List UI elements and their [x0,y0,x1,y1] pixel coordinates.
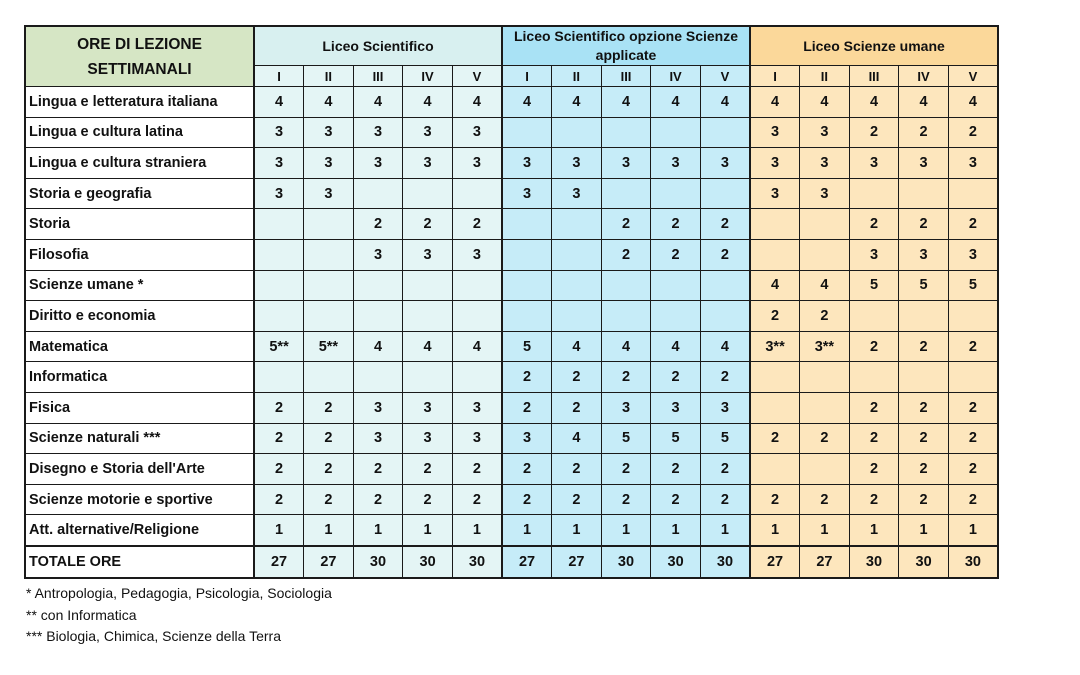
year-header-cell: I [254,66,304,87]
hours-cell: 3 [353,392,403,423]
hours-cell: 4 [353,87,403,118]
subject-cell: Storia e geografia [25,178,254,209]
hours-cell: 2 [750,484,800,515]
hours-cell: 3 [948,239,998,270]
subject-cell: Disegno e Storia dell'Arte [25,454,254,485]
hours-cell: 4 [800,270,850,301]
subject-cell: Scienze umane * [25,270,254,301]
table-row [25,331,998,362]
hours-cell: 2 [948,209,998,240]
hours-cell [353,362,403,393]
group-title-scienze-umane: Liceo Scienze umane [750,26,998,66]
hours-cell: 1 [948,515,998,546]
hours-cell [552,239,602,270]
subject-cell: Fisica [25,392,254,423]
total-hours-cell: 30 [651,546,701,578]
hours-cell: 4 [502,87,552,118]
hours-cell: 2 [403,209,453,240]
table-row [25,484,998,515]
total-hours-cell: 27 [800,546,850,578]
table-row [25,301,998,332]
hours-cell: 2 [849,209,899,240]
hours-cell [601,270,651,301]
hours-cell: 2 [304,454,354,485]
hours-cell: 5 [899,270,949,301]
hours-cell: 3 [552,178,602,209]
subject-cell: Lingua e cultura straniera [25,148,254,179]
hours-cell [552,209,602,240]
hours-cell: 3 [700,392,750,423]
total-hours-cell: 30 [403,546,453,578]
hours-cell: 4 [403,331,453,362]
hours-cell: 2 [353,454,403,485]
hours-cell: 2 [502,484,552,515]
hours-cell [304,270,354,301]
hours-cell: 3 [552,148,602,179]
hours-cell: 1 [800,515,850,546]
hours-cell [403,362,453,393]
hours-cell: 5** [254,331,304,362]
hours-cell: 2 [800,301,850,332]
group-header-row [25,26,998,66]
hours-cell [403,178,453,209]
hours-cell: 2 [899,117,949,148]
hours-cell: 3 [502,178,552,209]
table-corner-title: ORE DI LEZIONE SETTIMANALI [25,26,254,87]
hours-cell: 3 [304,178,354,209]
hours-cell: 4 [353,331,403,362]
total-hours-cell: 30 [452,546,502,578]
hours-cell: 3 [452,117,502,148]
hours-cell [304,301,354,332]
hours-cell: 2 [849,392,899,423]
hours-cell [750,392,800,423]
hours-cell: 2 [948,423,998,454]
footnotes [26,583,332,648]
hours-cell [849,362,899,393]
total-hours-cell: 27 [254,546,304,578]
hours-cell [651,117,701,148]
hours-cell: 2 [452,454,502,485]
hours-cell: 5 [601,423,651,454]
hours-cell: 3 [899,239,949,270]
hours-cell: 3 [502,148,552,179]
hours-cell: 2 [552,484,602,515]
hours-cell [700,178,750,209]
hours-cell: 3 [452,239,502,270]
hours-cell: 2 [254,392,304,423]
hours-cell [502,209,552,240]
hours-cell: 2 [849,331,899,362]
hours-cell: 4 [403,87,453,118]
total-hours-cell: 27 [304,546,354,578]
group-title-scienze-applicate: Liceo Scientifico opzione Scienze applicate [502,26,750,66]
total-label: TOTALE ORE [25,546,254,578]
hours-cell: 4 [254,87,304,118]
hours-cell: 4 [750,270,800,301]
hours-cell: 2 [452,484,502,515]
subject-cell: Matematica [25,331,254,362]
hours-cell [700,117,750,148]
hours-cell: 4 [700,331,750,362]
hours-cell [849,301,899,332]
hours-cell: 2 [948,484,998,515]
total-hours-cell: 30 [948,546,998,578]
hours-cell [254,209,304,240]
total-hours-cell: 30 [601,546,651,578]
hours-cell: 3 [403,148,453,179]
hours-cell: 3 [750,148,800,179]
hours-cell: 1 [700,515,750,546]
hours-cell: 2 [800,484,850,515]
hours-cell: 2 [948,392,998,423]
hours-cell: 3 [254,178,304,209]
hours-cell: 3 [750,178,800,209]
hours-cell [800,239,850,270]
hours-cell [800,209,850,240]
hours-cell: 2 [502,454,552,485]
hours-cell: 3 [750,117,800,148]
subject-cell: Storia [25,209,254,240]
subject-cell: Lingua e letteratura italiana [25,87,254,118]
hours-cell: 2 [948,454,998,485]
hours-cell: 4 [552,87,602,118]
hours-cell [254,239,304,270]
hours-cell [403,270,453,301]
footnote: *** Biologia, Chimica, Scienze della Terra [26,628,281,644]
hours-cell [948,178,998,209]
footnote: * Antropologia, Pedagogia, Psicologia, Sociologia [26,585,332,601]
hours-cell: 2 [601,362,651,393]
hours-cell: 2 [651,484,701,515]
hours-cell [552,270,602,301]
hours-cell: 2 [304,484,354,515]
year-header-cell: II [800,66,850,87]
hours-cell [353,270,403,301]
total-row [25,546,998,578]
hours-cell: 2 [948,331,998,362]
hours-cell: 1 [304,515,354,546]
hours-cell: 4 [800,87,850,118]
hours-cell [800,362,850,393]
hours-cell: 2 [750,423,800,454]
hours-cell [899,362,949,393]
hours-cell: 1 [403,515,453,546]
hours-cell: 2 [651,209,701,240]
hours-cell [452,362,502,393]
year-header-cell: II [552,66,602,87]
hours-cell: 3 [452,148,502,179]
hours-cell [800,454,850,485]
hours-cell: 4 [899,87,949,118]
hours-cell: 2 [700,362,750,393]
hours-cell: 4 [601,331,651,362]
subject-cell: Informatica [25,362,254,393]
year-header-cell: V [452,66,502,87]
hours-cell: 3 [304,148,354,179]
table-row [25,209,998,240]
hours-cell: 3 [502,423,552,454]
hours-cell: 3 [353,239,403,270]
hours-cell: 1 [750,515,800,546]
hours-cell: 2 [254,484,304,515]
hours-cell: 2 [601,484,651,515]
hours-cell: 5** [304,331,354,362]
hours-cell [948,301,998,332]
table-row [25,362,998,393]
hours-cell: 2 [403,484,453,515]
hours-cell: 2 [502,392,552,423]
hours-cell: 2 [254,454,304,485]
table-row [25,454,998,485]
total-hours-cell: 27 [502,546,552,578]
hours-cell: 2 [304,392,354,423]
table-row [25,392,998,423]
hours-cell: 1 [552,515,602,546]
hours-cell: 2 [899,454,949,485]
hours-cell [254,362,304,393]
hours-cell: 1 [899,515,949,546]
hours-cell: 2 [552,454,602,485]
hours-cell [899,178,949,209]
hours-cell: 2 [403,454,453,485]
hours-cell: 3 [899,148,949,179]
hours-cell: 3 [601,392,651,423]
year-header-cell: III [849,66,899,87]
table-row [25,270,998,301]
year-header-cell: I [502,66,552,87]
hours-cell: 2 [800,423,850,454]
hours-cell: 1 [651,515,701,546]
hours-cell: 2 [353,209,403,240]
hours-cell: 2 [353,484,403,515]
subject-cell: Diritto e economia [25,301,254,332]
hours-cell: 2 [651,239,701,270]
hours-cell: 3 [403,239,453,270]
hours-cell: 3 [304,117,354,148]
hours-cell: 2 [700,484,750,515]
hours-cell [849,178,899,209]
hours-cell [948,362,998,393]
schedule-table [24,25,999,579]
hours-cell: 3 [403,392,453,423]
hours-cell [403,301,453,332]
hours-cell: 1 [849,515,899,546]
hours-cell [651,270,701,301]
hours-cell [353,178,403,209]
hours-cell: 2 [601,239,651,270]
hours-cell: 2 [552,362,602,393]
subject-cell: Scienze motorie e sportive [25,484,254,515]
hours-cell: 3 [452,423,502,454]
table-row [25,239,998,270]
hours-cell: 5 [849,270,899,301]
hours-cell: 3 [452,392,502,423]
hours-cell [700,301,750,332]
hours-cell [353,301,403,332]
year-header-cell: II [304,66,354,87]
hours-cell: 3 [651,392,701,423]
hours-cell: 2 [304,423,354,454]
hours-cell: 2 [899,484,949,515]
hours-cell: 2 [700,454,750,485]
hours-cell [601,117,651,148]
hours-cell: 3 [948,148,998,179]
hours-cell: 2 [899,331,949,362]
hours-cell: 3 [800,178,850,209]
hours-cell: 3 [700,148,750,179]
hours-cell [651,178,701,209]
hours-cell: 5 [948,270,998,301]
hours-cell: 2 [601,209,651,240]
hours-cell: 4 [700,87,750,118]
hours-cell: 2 [700,209,750,240]
hours-cell [502,270,552,301]
hours-cell: 3 [353,148,403,179]
hours-cell [700,270,750,301]
table-row [25,87,998,118]
hours-cell: 1 [353,515,403,546]
hours-cell: 3 [651,148,701,179]
hours-cell [502,117,552,148]
hours-cell: 3 [254,148,304,179]
hours-cell [304,209,354,240]
footnote: ** con Informatica [26,606,137,623]
hours-cell: 3 [800,117,850,148]
subject-cell: Scienze naturali *** [25,423,254,454]
table-row [25,423,998,454]
hours-cell: 3 [601,148,651,179]
group-title-liceo-scientifico: Liceo Scientifico [254,26,502,66]
hours-cell: 3 [800,148,850,179]
hours-cell: 3 [403,423,453,454]
table-row [25,515,998,546]
hours-cell: 2 [849,117,899,148]
hours-cell: 2 [601,454,651,485]
hours-cell [750,239,800,270]
year-header-cell: IV [651,66,701,87]
hours-cell [601,178,651,209]
hours-cell: 3** [800,331,850,362]
hours-cell: 3 [254,117,304,148]
subject-cell: Lingua e cultura latina [25,117,254,148]
total-hours-cell: 30 [700,546,750,578]
hours-cell: 5 [651,423,701,454]
hours-cell: 2 [899,209,949,240]
year-header-cell: IV [403,66,453,87]
hours-cell: 4 [750,87,800,118]
hours-cell: 4 [651,87,701,118]
total-hours-cell: 30 [353,546,403,578]
hours-cell: 3 [403,117,453,148]
hours-cell: 2 [849,454,899,485]
hours-cell: 4 [552,331,602,362]
hours-cell [651,301,701,332]
year-header-cell: III [353,66,403,87]
hours-cell: 2 [552,392,602,423]
hours-cell [304,239,354,270]
hours-cell: 1 [601,515,651,546]
hours-cell [502,239,552,270]
hours-cell: 3** [750,331,800,362]
table-row [25,148,998,179]
hours-cell [254,270,304,301]
year-header-cell: IV [899,66,949,87]
hours-cell [601,301,651,332]
hours-cell [750,362,800,393]
hours-cell [452,178,502,209]
hours-cell: 4 [601,87,651,118]
hours-cell: 4 [552,423,602,454]
subject-cell: Att. alternative/Religione [25,515,254,546]
year-header-cell: V [700,66,750,87]
hours-cell: 2 [750,301,800,332]
year-header-cell: V [948,66,998,87]
hours-cell: 2 [254,423,304,454]
hours-cell [800,392,850,423]
hours-cell: 4 [651,331,701,362]
subject-cell: Filosofia [25,239,254,270]
hours-cell: 2 [899,392,949,423]
hours-cell: 1 [452,515,502,546]
hours-cell: 2 [700,239,750,270]
year-header-cell: III [601,66,651,87]
hours-cell [304,362,354,393]
hours-cell: 3 [849,148,899,179]
hours-cell: 4 [304,87,354,118]
hours-cell [254,301,304,332]
total-hours-cell: 30 [899,546,949,578]
year-header-cell: I [750,66,800,87]
hours-cell: 2 [948,117,998,148]
hours-cell [502,301,552,332]
hours-cell [750,454,800,485]
hours-cell: 1 [254,515,304,546]
hours-cell: 3 [849,239,899,270]
hours-cell: 2 [849,484,899,515]
hours-cell: 2 [899,423,949,454]
hours-cell: 2 [452,209,502,240]
hours-cell [750,209,800,240]
hours-cell: 2 [651,454,701,485]
hours-cell: 2 [651,362,701,393]
hours-cell [452,270,502,301]
hours-cell: 4 [948,87,998,118]
hours-cell [552,117,602,148]
table-row [25,178,998,209]
hours-cell [552,301,602,332]
hours-cell [899,301,949,332]
total-hours-cell: 30 [849,546,899,578]
hours-cell: 3 [353,117,403,148]
hours-cell: 2 [849,423,899,454]
hours-cell: 5 [502,331,552,362]
total-hours-cell: 27 [750,546,800,578]
hours-cell [452,301,502,332]
hours-cell: 4 [452,331,502,362]
hours-cell: 4 [452,87,502,118]
hours-cell: 3 [353,423,403,454]
hours-cell: 2 [502,362,552,393]
hours-cell: 1 [502,515,552,546]
table-row [25,117,998,148]
table-body [25,87,998,578]
hours-cell: 4 [849,87,899,118]
total-hours-cell: 27 [552,546,602,578]
hours-cell: 5 [700,423,750,454]
